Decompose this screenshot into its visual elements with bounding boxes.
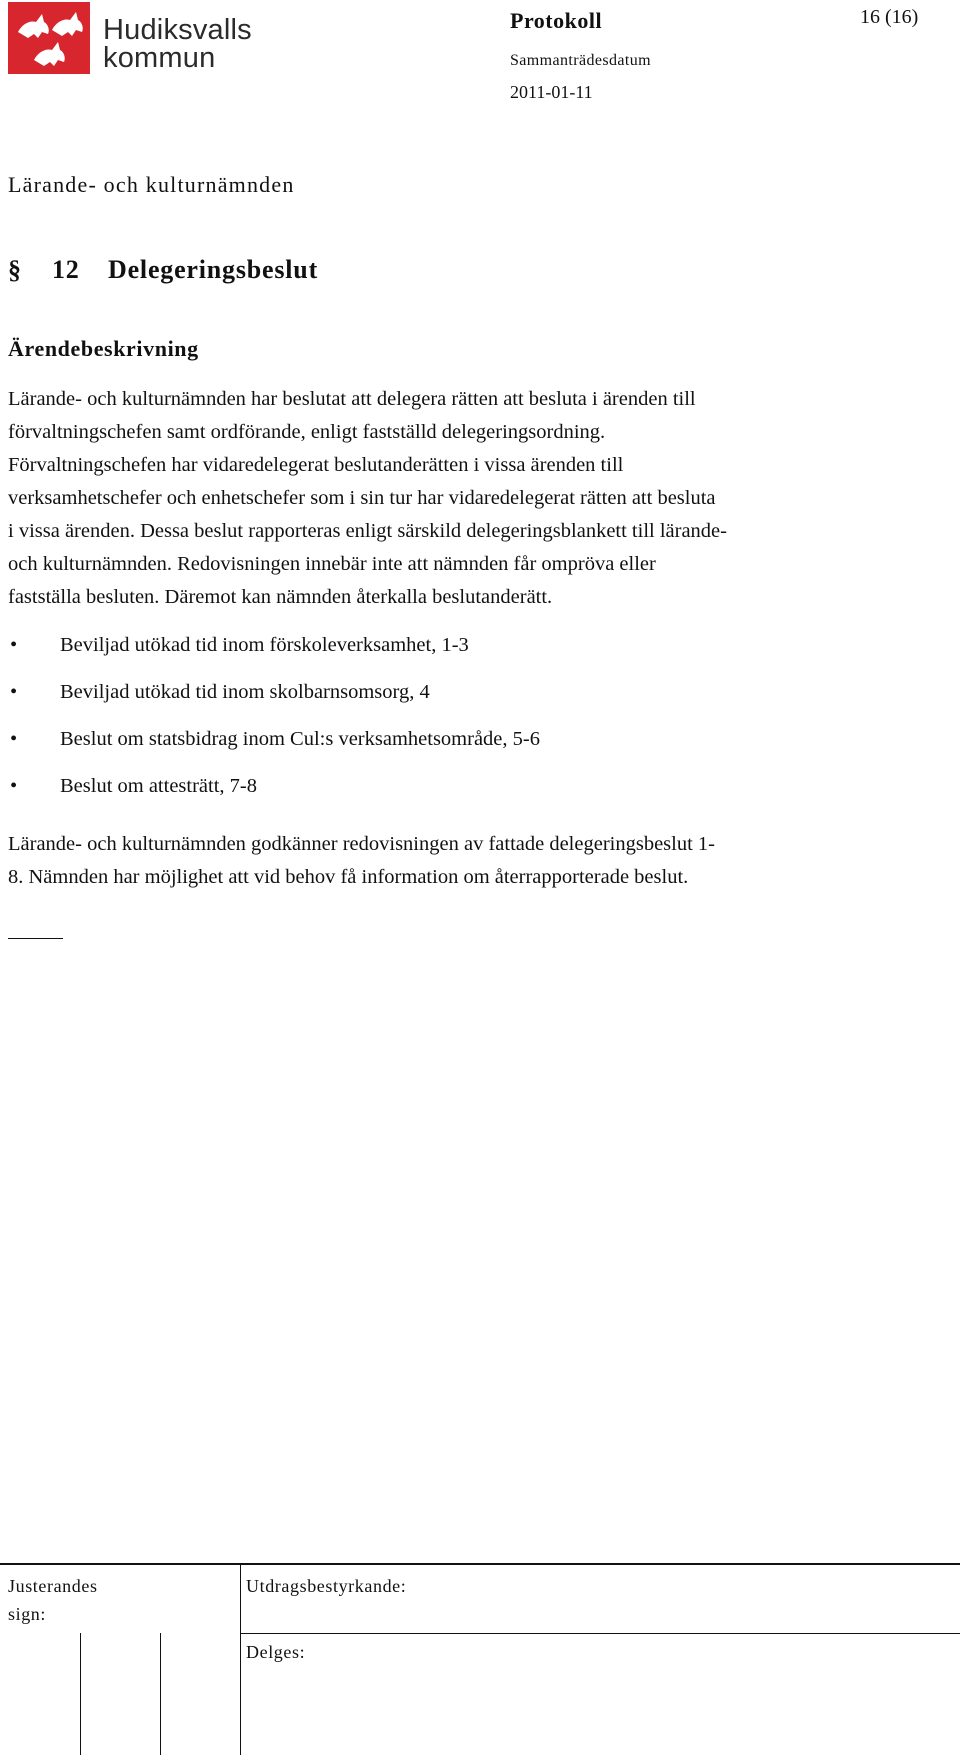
signature-divider <box>80 1633 81 1755</box>
list-item <box>8 771 948 818</box>
committee-name: Lärande- och kulturnämnden <box>8 172 295 197</box>
document-type: Protokoll <box>510 8 603 33</box>
description-line: förvaltningschefen samt ordförande, enligt fastställd delegeringsordning. <box>8 421 606 443</box>
hudiksvall-logo <box>8 2 252 80</box>
justerandes-label: Justerandes <box>8 1576 98 1596</box>
list-item-text: Beslut om statsbidrag inom Cul:s verksamhetsområde, 5-6 <box>60 728 540 750</box>
description-line: Lärande- och kulturnämnden har beslutat att delegera rätten att besluta i ärenden till <box>8 388 696 410</box>
footer-column-divider <box>240 1563 241 1755</box>
list-item-text: Beslut om attesträtt, 7-8 <box>60 775 257 797</box>
list-item-text: Beviljad utökad tid inom skolbarnsomsorg, 4 <box>60 681 430 703</box>
page-number: 16 (16) <box>860 6 919 28</box>
logo-line-2: kommun <box>103 42 216 74</box>
footer-top-rule <box>0 1563 960 1565</box>
description-line: fastställa besluten. Däremot kan nämnden återkalla beslutanderätt. <box>8 586 553 608</box>
end-of-section-rule <box>8 938 63 939</box>
sign-label: sign: <box>8 1604 47 1624</box>
section-symbol: § <box>8 255 22 284</box>
date-label: Sammanträdesdatum <box>510 52 651 69</box>
section-title: Delegeringsbeslut <box>108 255 319 284</box>
list-item-text: Beviljad utökad tid inom förskoleverksamhet, 1-3 <box>60 634 469 656</box>
logo-text <box>103 16 252 72</box>
footer-middle-rule <box>240 1633 960 1634</box>
bullet-icon: • <box>10 728 18 750</box>
description-line: i vissa ärenden. Dessa beslut rapporteras enligt särskild delegeringsblankett till lärande- <box>8 520 727 542</box>
conclusion-line: Lärande- och kulturnämnden godkänner redovisningen av fattade delegeringsbeslut 1- <box>8 833 715 855</box>
bullet-icon: • <box>10 634 18 656</box>
bullet-icon: • <box>10 681 18 703</box>
delges-label: Delges: <box>246 1642 306 1662</box>
conclusion <box>8 828 953 894</box>
logo-line-1: Hudiksvalls <box>103 14 252 46</box>
utdragsbestyrkande-label: Utdragsbestyrkande: <box>246 1576 407 1596</box>
signature-divider <box>160 1633 161 1755</box>
municipality-emblem-icon <box>8 2 90 74</box>
list-item <box>8 630 948 677</box>
list-item <box>8 724 948 771</box>
section-number: 12 <box>52 255 80 284</box>
list-item <box>8 677 948 724</box>
description-line: verksamhetschefer och enhetschefer som i sin tur har vidaredelegerat rätten att besluta <box>8 487 716 509</box>
description-line: och kulturnämnden. Redovisningen innebär inte att nämnden får ompröva eller <box>8 553 656 575</box>
description-line: Förvaltningschefen har vidaredelegerat beslutanderätten i vissa ärenden till <box>8 454 624 476</box>
decision-list <box>8 630 948 818</box>
case-description <box>8 383 953 614</box>
case-description-heading: Ärendebeskrivning <box>8 336 199 361</box>
bullet-icon: • <box>10 775 18 797</box>
conclusion-line: 8. Nämnden har möjlighet att vid behov få information om återrapporterade beslut. <box>8 866 689 888</box>
meeting-date: 2011-01-11 <box>510 82 593 102</box>
section-heading <box>8 255 318 285</box>
